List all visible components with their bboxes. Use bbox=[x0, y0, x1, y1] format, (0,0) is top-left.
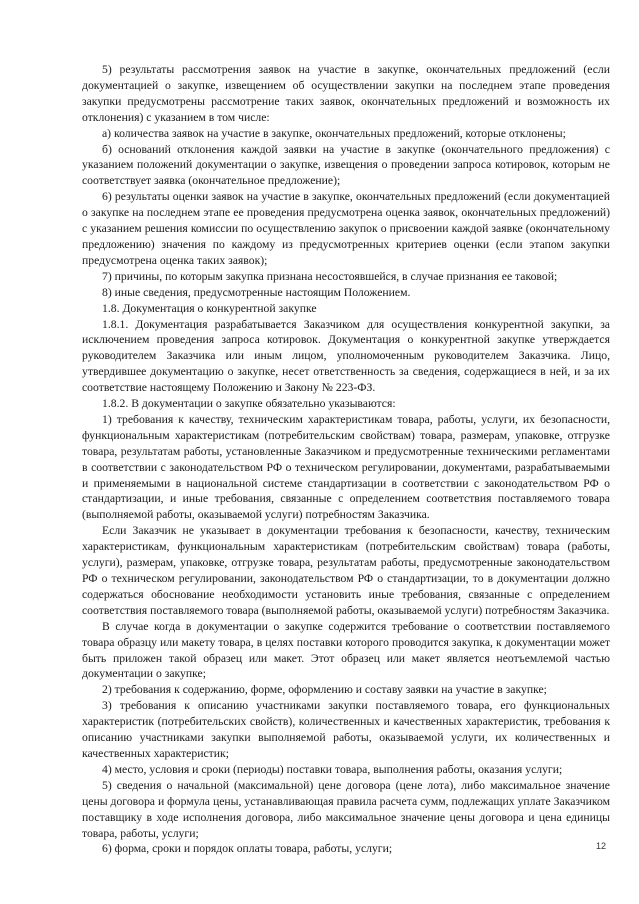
paragraph-if-customer: Если Заказчик не указывает в документации требования к безопасности, качеству, техническим характеристикам, функциональным характеристикам (потребительским свойствам) товара (работы, услуги), размерам, упаковке, отгрузке товара, результатам работы, предусмотренные законодательством РФ о техническом регулировании, законодательством РФ о стандартизации, то в документации должно содержаться обоснование необходимости установить иные требования, связанные с определением соответствия поставляемого товара (выполняемой работы, оказываемой услуги) потребностям Заказчика. bbox=[82, 524, 610, 617]
paragraph-1-8-1: 1.8.1. Документация разрабатывается Заказчиком для осуществления конкурентной закупки, за исключением проведения запроса котировок. Документация о конкурентной закупке утверждается руководителем Заказчика или иным лицом, уполномоченным руководителем Заказчика. Лицо, утвердившее документацию о закупке, несет ответственность за сведения, содержащиеся в ней, и за их соответствие настоящему Положению и Закону № 223-ФЗ. bbox=[82, 317, 610, 395]
document-body bbox=[82, 62, 610, 857]
paragraph-list-item-1: 1) требования к качеству, техническим характеристикам товара, работы, услуги, их безопасности, функциональным характеристикам (потребительским свойствам) товара, размерам, упаковке, отгрузке товара, результатам работы, установленные Заказчиком и предусмотренные техническими регламентами в соответствии с законодательством РФ о техническом регулировании, документами, разрабатываемыми и применяемыми в национальной системе стандартизации в соответствии с законодательством РФ о стандартизации, и иные требования, связанные с определением соответствия поставляемого товара (выполняемой работы, оказываемой услуги) потребностям Заказчика. bbox=[82, 412, 610, 522]
paragraph-list-item-2: 2) требования к содержанию, форме, оформлению и составу заявки на участие в закупке; bbox=[102, 683, 547, 697]
paragraph-subitem-b: б) оснований отклонения каждой заявки на участие в закупке (окончательного предложения) с указанием положений документации о закупке, извещения о проведении запроса котировок, которым не соответствует заявка (окончательное предложение); bbox=[82, 142, 610, 188]
page-number: 12 bbox=[595, 841, 606, 851]
paragraph-list-item-6: 6) форма, сроки и порядок оплаты товара, работы, услуги; bbox=[102, 842, 393, 856]
paragraph-subitem-a: а) количества заявок на участие в закупке, окончательных предложений, которые отклонены; bbox=[102, 126, 566, 140]
paragraph-item-8-other: 8) иные сведения, предусмотренные настоящим Положением. bbox=[102, 285, 411, 299]
paragraph-sample: В случае когда в документации о закупке содержится требование о соответствии поставляемого товара образцу или макету товара, в целях поставки которого проводится закупка, к документации может быть приложен такой образец или макет. Этот образец или макет является неотъемлемой частью документации о закупке; bbox=[82, 619, 610, 681]
paragraph-item-6-evaluation: 6) результаты оценки заявок на участие в закупке, окончательных предложений (если документацией о закупке на последнем этапе ее проведения предусмотрена оценка заявок, окончательных предложений) с указанием решения комиссии по осуществлению закупок о присвоении каждой заявке (окончательному предложению) значения по каждому из предусмотренных критериев оценки (если этапом закупки предусмотрена оценка таких заявок); bbox=[82, 190, 610, 267]
paragraph-list-item-3: 3) требования к описанию участниками закупки поставляемого товара, его функциональных характеристик (потребительских свойств), количественных и качественных характеристик, требования к описанию участниками закупки выполняемой работы, оказываемой услуги, их количественных и качественных характеристик; bbox=[82, 699, 610, 760]
paragraph-1-8-2: 1.8.2. В документации о закупке обязательно указываются: bbox=[102, 397, 396, 411]
section-heading-1-8: 1.8. Документация о конкурентной закупке bbox=[102, 301, 317, 315]
paragraph-list-item-5: 5) сведения о начальной (максимальной) цене договора (цене лота), либо максимальное значение цены договора и формула цены, устанавливающая правила расчета сумм, подлежащих уплате Заказчиком поставщику в ходе исполнения договора, либо максимальное значение цены договора и цена единицы товара, работы, услуги; bbox=[82, 778, 610, 840]
paragraph-item-5-results: 5) результаты рассмотрения заявок на участие в закупке, окончательных предложений (если документацией о закупке, извещением об осуществлении закупки на последнем этапе проведения закупки предусмотрены рассмотрение таких заявок, окончательных предложений и возможность их отклонения) с указанием в том числе: bbox=[82, 63, 610, 124]
paragraph-list-item-4: 4) место, условия и сроки (периоды) поставки товара, выполнения работы, оказания услуги; bbox=[102, 762, 563, 776]
paragraph-item-7-reasons: 7) причины, по которым закупка признана несостоявшейся, в случае признания ее таковой; bbox=[102, 269, 558, 283]
